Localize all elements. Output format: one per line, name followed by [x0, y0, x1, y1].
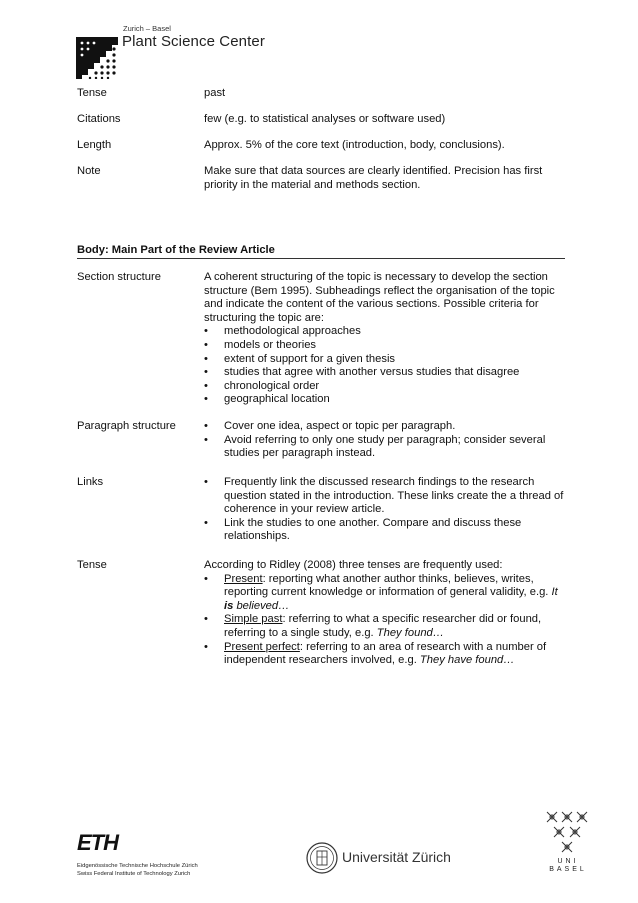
example-text: They have found… [419, 654, 515, 667]
org-subtitle: Zurich – Basel [123, 24, 171, 33]
row-value: past [204, 87, 226, 99]
list-item: • geographical location [204, 393, 564, 407]
row-label: Citations [77, 113, 121, 125]
section-heading: Body: Main Part of the Review Article [77, 244, 275, 256]
row-value: few (e.g. to statistical analyses or software used) [204, 113, 446, 125]
eth-line-en: Swiss Federal Institute of Technology Zurich [77, 871, 191, 877]
example-text: They found… [376, 626, 444, 639]
row-label: Tense [77, 87, 107, 99]
row-value [204, 420, 564, 461]
list-item: • Avoid referring to only one study per paragraph; consider several studies per paragraph instead. [204, 434, 564, 461]
row-label: Paragraph structure [77, 420, 176, 432]
list-item [204, 573, 564, 614]
term-text: : referring to an area of research with a number of independent researchers involved, e.g. [224, 640, 547, 667]
tense-intro: According to Ridley (2008) three tenses are frequently used: [204, 559, 503, 571]
list-item: • studies that agree with another versus studies that disagree [204, 366, 564, 380]
unibasel-line-2: BASEL [549, 866, 587, 873]
org-title: Plant Science Center [122, 33, 265, 50]
list-item [204, 641, 564, 668]
example-text: believed… [233, 599, 290, 612]
row-value [204, 271, 564, 407]
row-value: Approx. 5% of the core text (introduction, body, conclusions). [204, 139, 505, 151]
list-item [204, 613, 564, 640]
unibasel-line-1: UNI [557, 858, 579, 865]
list-item: • methodological approaches [204, 325, 564, 339]
term-simple-past: Simple past [224, 613, 283, 626]
eth-line-de: Eidgenössische Technische Hochschule Zürich [77, 863, 198, 869]
section-structure-intro: A coherent structuring of the topic is necessary to develop the section structure (Bem 1995). Subheadings reflect the organisation of the topic and indicate the content of the various sections. Possible criteria for structuring the topic are: [204, 271, 555, 324]
uzh-name: Universität Zürich [342, 849, 451, 865]
unibasel-wordmark [548, 858, 588, 874]
list-item: • Link the studies to one another. Compare and discuss these relationships. [204, 517, 564, 544]
eth-wordmark: ETH [77, 830, 118, 855]
list-item: • models or theories [204, 339, 564, 353]
list-item: • chronological order [204, 380, 564, 394]
list-item: • extent of support for a given thesis [204, 353, 564, 367]
row-label: Note [77, 165, 101, 177]
example-emphasis: is [224, 599, 234, 612]
row-label: Tense [77, 559, 107, 571]
row-label: Links [77, 476, 104, 488]
row-label: Section structure [77, 271, 161, 283]
row-label: Length [77, 139, 112, 151]
heading-rule [77, 258, 565, 259]
unibasel-logo-icon [543, 808, 591, 856]
term-text: : referring to what a specific researcher did or found, referring to a single study, e.g. [224, 613, 542, 639]
term-present: Present [224, 572, 263, 585]
term-present-perfect: Present perfect [224, 640, 300, 653]
eth-logo [77, 830, 198, 878]
term-text: : reporting what another author thinks, believes, writes, reporting current knowledge or information of general validity, e.g. [224, 572, 552, 599]
row-value: Make sure that data sources are clearly identified. Precision has first priority in the material and methods section. [204, 165, 543, 191]
uzh-seal-icon [306, 842, 338, 874]
example-text: It [551, 586, 558, 599]
psc-logo-icon [76, 37, 118, 79]
row-value [204, 559, 564, 668]
row-value [204, 476, 564, 544]
list-item: • Cover one idea, aspect or topic per paragraph. [204, 420, 564, 434]
list-item: • Frequently link the discussed research findings to the research question stated in the introduction. These links create the a thread of coherence in your review article. [204, 476, 564, 517]
